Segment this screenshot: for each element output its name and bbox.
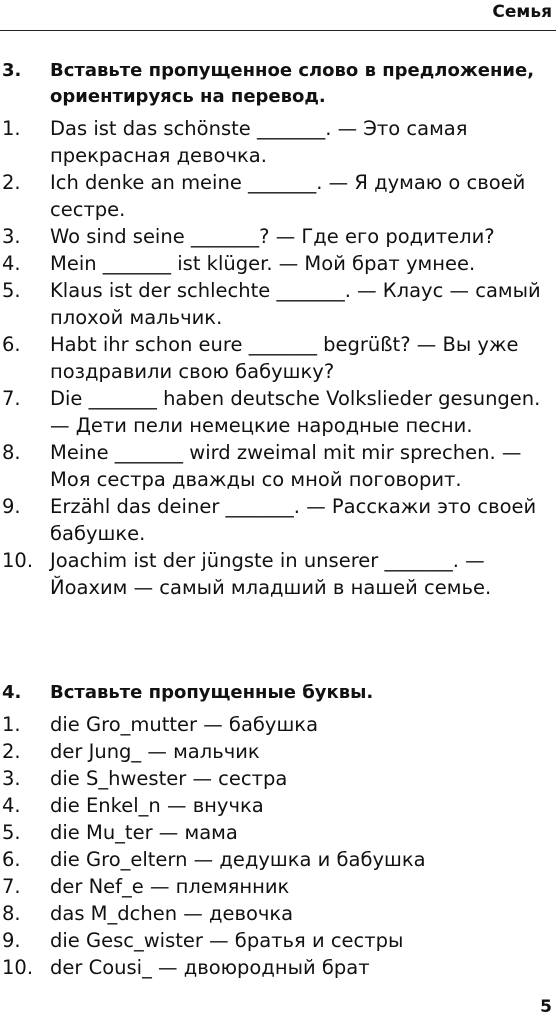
item-number: 3. xyxy=(2,767,21,790)
list-item xyxy=(0,385,556,439)
item-number: 2. xyxy=(2,171,21,194)
item-text: Joachim ist der jüngste in unserer _______. — Йоахим — самый младший в нашей семье. xyxy=(50,549,492,599)
list-item xyxy=(0,169,556,223)
item-number: 9. xyxy=(2,495,21,518)
exercise-instruction: Вставьте пропущенные буквы. xyxy=(50,682,374,703)
item-text: Wo sind seine _______? — Где его родители? xyxy=(50,225,495,248)
item-text: der Cousi_ — двоюродный брат xyxy=(50,956,370,979)
item-text: die Gesc_wister — братья и сестры xyxy=(50,929,404,952)
item-text: Das ist das schönste _______. — Это самая прекрасная девочка. xyxy=(50,117,468,167)
page-header xyxy=(0,0,556,31)
item-text: Ich denke an meine _______. — Я думаю о своей сестре. xyxy=(50,171,526,221)
item-number: 10. xyxy=(2,956,34,979)
list-item xyxy=(0,927,556,954)
list-item xyxy=(0,792,556,819)
item-number: 4. xyxy=(2,252,21,275)
list-item xyxy=(0,765,556,792)
list-item xyxy=(0,873,556,900)
item-number: 2. xyxy=(2,740,21,763)
item-number: 7. xyxy=(2,875,21,898)
section-title: Семья xyxy=(492,2,552,22)
exercise-items xyxy=(0,115,556,601)
page-number: 5 xyxy=(540,997,552,1017)
item-text: die Gro_eltern — дедушка и бабушка xyxy=(50,848,426,871)
exercise-number: 3. xyxy=(2,60,22,81)
item-text: Klaus ist der schlechte _______. — Клаус — самый плохой мальчик. xyxy=(50,279,541,329)
item-number: 3. xyxy=(2,225,21,248)
item-text: die Gro_mutter — бабушка xyxy=(50,713,319,736)
item-number: 4. xyxy=(2,794,21,817)
item-text: der Nef_e — племянник xyxy=(50,875,290,898)
list-item xyxy=(0,711,556,738)
item-number: 5. xyxy=(2,279,21,302)
exercise-number: 4. xyxy=(2,682,22,703)
exercise-instruction: Вставьте пропущенное слово в предложение, ориентируясь на перевод. xyxy=(50,60,535,107)
list-item xyxy=(0,547,556,601)
list-item xyxy=(0,250,556,277)
item-text: Mein _______ ist klüger. — Мой брат умнее. xyxy=(50,252,476,275)
exercise-heading xyxy=(0,680,556,706)
list-item xyxy=(0,223,556,250)
item-text: die Enkel_n — внучка xyxy=(50,794,264,817)
exercise-4 xyxy=(0,680,556,981)
list-item xyxy=(0,846,556,873)
item-number: 1. xyxy=(2,117,21,140)
item-number: 6. xyxy=(2,333,21,356)
exercise-items xyxy=(0,711,556,981)
list-item xyxy=(0,493,556,547)
list-item xyxy=(0,738,556,765)
list-item xyxy=(0,900,556,927)
exercise-heading xyxy=(0,58,556,110)
list-item xyxy=(0,331,556,385)
item-text: das M_dchen — девочка xyxy=(50,902,294,925)
item-text: Meine _______ wird zweimal mit mir sprechen. — Моя сестра дважды со мной поговорит. xyxy=(50,441,522,491)
list-item xyxy=(0,277,556,331)
item-number: 6. xyxy=(2,848,21,871)
item-text: der Jung_ — мальчик xyxy=(50,740,260,763)
item-text: Die _______ haben deutsche Volkslieder gesungen. — Дети пели немецкие народные песни. xyxy=(50,387,541,437)
item-number: 8. xyxy=(2,902,21,925)
item-number: 5. xyxy=(2,821,21,844)
item-text: die Mu_ter — мама xyxy=(50,821,238,844)
item-text: Erzähl das deiner _______. — Расскажи это своей бабушке. xyxy=(50,495,537,545)
list-item xyxy=(0,954,556,981)
item-number: 7. xyxy=(2,387,21,410)
list-item xyxy=(0,115,556,169)
item-text: die S_hwester — сестра xyxy=(50,767,288,790)
list-item xyxy=(0,439,556,493)
list-item xyxy=(0,819,556,846)
item-text: Habt ihr schon eure _______ begrüßt? — Вы уже поздравили свою бабушку? xyxy=(50,333,519,383)
item-number: 9. xyxy=(2,929,21,952)
item-number: 1. xyxy=(2,713,21,736)
item-number: 8. xyxy=(2,441,21,464)
item-number: 10. xyxy=(2,549,34,572)
exercise-3 xyxy=(0,58,556,601)
